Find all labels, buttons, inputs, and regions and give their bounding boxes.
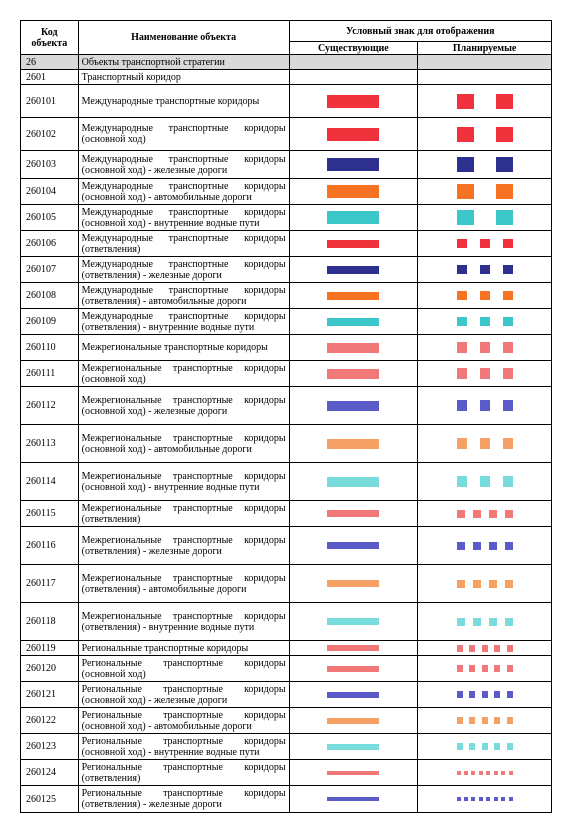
- dash-segment: [489, 542, 497, 550]
- existing-line-symbol: [327, 477, 379, 487]
- planned-symbol-cell: [418, 682, 552, 708]
- planned-dashed-symbol: [457, 580, 513, 588]
- dash-segment: [489, 510, 497, 518]
- table-row: [21, 231, 552, 257]
- planned-dashed-symbol: [457, 510, 513, 518]
- object-code: 2601: [21, 70, 79, 85]
- existing-symbol-cell: [289, 656, 418, 682]
- dash-segment: [457, 645, 463, 652]
- existing-line-symbol: [327, 158, 379, 171]
- existing-symbol-cell: [289, 231, 418, 257]
- planned-dashed-symbol: [457, 94, 513, 109]
- header-existing: Существующие: [289, 42, 418, 55]
- existing-symbol-cell: [289, 708, 418, 734]
- existing-symbol-cell: [289, 85, 418, 118]
- dash-segment: [457, 743, 463, 750]
- object-code: 260121: [21, 682, 79, 708]
- dash-segment: [482, 717, 488, 724]
- existing-symbol-cell: [289, 257, 418, 283]
- dash-segment: [457, 691, 463, 698]
- object-code: 260117: [21, 565, 79, 603]
- object-code: 260107: [21, 257, 79, 283]
- existing-line-symbol: [327, 771, 379, 775]
- existing-line-symbol: [327, 797, 379, 801]
- dash-segment: [480, 476, 490, 487]
- table-row: [21, 603, 552, 641]
- planned-symbol-cell: [418, 151, 552, 179]
- dash-segment: [496, 184, 513, 199]
- dash-segment: [469, 691, 475, 698]
- dash-segment: [471, 771, 475, 775]
- dash-segment: [507, 665, 513, 672]
- object-name: Межрегиональные транспортные коридоры (основной ход) - внутренние водные пути: [78, 463, 289, 501]
- existing-line-symbol: [327, 128, 379, 141]
- table-row: [21, 179, 552, 205]
- dash-segment: [507, 645, 513, 652]
- object-code: 260104: [21, 179, 79, 205]
- dash-segment: [457, 510, 465, 518]
- existing-symbol-cell: [289, 641, 418, 656]
- existing-symbol-cell: [289, 682, 418, 708]
- dash-segment: [496, 127, 513, 142]
- table-row: [21, 309, 552, 335]
- dash-segment: [503, 265, 513, 274]
- existing-line-symbol: [327, 618, 379, 625]
- planned-symbol-cell: [418, 734, 552, 760]
- planned-dashed-symbol: [457, 184, 513, 199]
- object-name: Региональные транспортные коридоры (основной ход) - железные дороги: [78, 682, 289, 708]
- object-code: 260116: [21, 527, 79, 565]
- object-name: Международные транспортные коридоры (ответвления) - железные дороги: [78, 257, 289, 283]
- dash-segment: [494, 771, 498, 775]
- dash-segment: [486, 797, 490, 801]
- planned-dashed-symbol: [457, 542, 513, 550]
- dash-segment: [457, 771, 461, 775]
- existing-symbol-cell: [289, 425, 418, 463]
- object-name: Межрегиональные транспортные коридоры (ответвления) - железные дороги: [78, 527, 289, 565]
- planned-symbol-cell: [418, 283, 552, 309]
- existing-line-symbol: [327, 318, 379, 326]
- dash-segment: [457, 184, 474, 199]
- object-name: Межрегиональные транспортные коридоры (основной ход): [78, 361, 289, 387]
- planned-dashed-symbol: [457, 771, 513, 775]
- object-code: 260115: [21, 501, 79, 527]
- dash-segment: [464, 797, 468, 801]
- existing-line-symbol: [327, 542, 379, 549]
- existing-symbol-cell: [289, 387, 418, 425]
- dash-segment: [457, 438, 467, 449]
- existing-line-symbol: [327, 95, 379, 108]
- dash-segment: [482, 665, 488, 672]
- object-code: 260110: [21, 335, 79, 361]
- planned-dashed-symbol: [457, 342, 513, 353]
- object-name: Международные транспортные коридоры: [78, 85, 289, 118]
- dash-segment: [457, 580, 465, 588]
- table-row: [21, 205, 552, 231]
- planned-symbol-cell: [418, 463, 552, 501]
- object-code: 260101: [21, 85, 79, 118]
- table-row: [21, 565, 552, 603]
- planned-symbol-cell: [418, 760, 552, 786]
- planned-symbol-cell: [418, 361, 552, 387]
- object-name: Межрегиональные транспортные коридоры (ответвления) - автомобильные дороги: [78, 565, 289, 603]
- planned-symbol-cell: [418, 55, 552, 70]
- planned-dashed-symbol: [457, 157, 513, 172]
- object-code: 260122: [21, 708, 79, 734]
- dash-segment: [473, 618, 481, 626]
- table-row: [21, 283, 552, 309]
- object-name: Межрегиональные транспортные коридоры: [78, 335, 289, 361]
- object-name: Международные транспортные коридоры (основной ход): [78, 118, 289, 151]
- existing-line-symbol: [327, 718, 379, 724]
- object-name: Региональные транспортные коридоры (основной ход): [78, 656, 289, 682]
- table-row: [21, 786, 552, 813]
- existing-line-symbol: [327, 185, 379, 198]
- existing-line-symbol: [327, 240, 379, 248]
- planned-symbol-cell: [418, 425, 552, 463]
- dash-segment: [501, 771, 505, 775]
- dash-segment: [457, 291, 467, 300]
- existing-line-symbol: [327, 580, 379, 587]
- object-name: Объекты транспортной стратегии: [78, 55, 289, 70]
- existing-symbol-cell: [289, 786, 418, 813]
- dash-segment: [503, 438, 513, 449]
- table-row: [21, 463, 552, 501]
- object-name: Международные транспортные коридоры (основной ход) - автомобильные дороги: [78, 179, 289, 205]
- object-name: Международные транспортные коридоры (ответвления): [78, 231, 289, 257]
- planned-symbol-cell: [418, 70, 552, 85]
- header-planned: Планируемые: [418, 42, 552, 55]
- object-code: 260105: [21, 205, 79, 231]
- object-code: 260125: [21, 786, 79, 813]
- dash-segment: [496, 157, 513, 172]
- dash-segment: [457, 368, 467, 379]
- object-code: 260113: [21, 425, 79, 463]
- planned-dashed-symbol: [457, 665, 513, 672]
- dash-segment: [480, 265, 490, 274]
- table-row: [21, 118, 552, 151]
- object-code: 26: [21, 55, 79, 70]
- table-row: [21, 734, 552, 760]
- object-code: 260124: [21, 760, 79, 786]
- table-row: [21, 708, 552, 734]
- dash-segment: [480, 438, 490, 449]
- table-row: [21, 641, 552, 656]
- planned-dashed-symbol: [457, 743, 513, 750]
- dash-segment: [457, 239, 467, 248]
- dash-segment: [464, 771, 468, 775]
- planned-symbol-cell: [418, 179, 552, 205]
- table-row: [21, 361, 552, 387]
- dash-segment: [469, 717, 475, 724]
- dash-segment: [471, 797, 475, 801]
- table-row: [21, 527, 552, 565]
- existing-line-symbol: [327, 369, 379, 379]
- dash-segment: [503, 400, 513, 411]
- planned-symbol-cell: [418, 603, 552, 641]
- dash-segment: [503, 239, 513, 248]
- planned-symbol-cell: [418, 257, 552, 283]
- object-name: Региональные транспортные коридоры (основной ход) - внутренние водные пути: [78, 734, 289, 760]
- planned-dashed-symbol: [457, 291, 513, 300]
- dash-segment: [457, 157, 474, 172]
- dash-segment: [473, 510, 481, 518]
- dash-segment: [480, 400, 490, 411]
- legend-rows: [21, 55, 552, 813]
- dash-segment: [507, 717, 513, 724]
- existing-line-symbol: [327, 744, 379, 750]
- existing-symbol-cell: [289, 205, 418, 231]
- dash-segment: [473, 542, 481, 550]
- existing-symbol-cell: [289, 179, 418, 205]
- dash-segment: [489, 618, 497, 626]
- existing-line-symbol: [327, 645, 379, 651]
- dash-segment: [480, 368, 490, 379]
- dash-segment: [480, 317, 490, 326]
- planned-symbol-cell: [418, 231, 552, 257]
- object-name: Межрегиональные транспортные коридоры (ответвления): [78, 501, 289, 527]
- planned-symbol-cell: [418, 565, 552, 603]
- legend-table: [20, 20, 552, 813]
- planned-symbol-cell: [418, 656, 552, 682]
- planned-dashed-symbol: [457, 618, 513, 626]
- dash-segment: [505, 618, 513, 626]
- object-name: Межрегиональные транспортные коридоры (основной ход) - автомобильные дороги: [78, 425, 289, 463]
- table-row: [21, 387, 552, 425]
- existing-line-symbol: [327, 266, 379, 274]
- dash-segment: [457, 618, 465, 626]
- dash-segment: [501, 797, 505, 801]
- planned-symbol-cell: [418, 335, 552, 361]
- existing-line-symbol: [327, 401, 379, 411]
- object-code: 260109: [21, 309, 79, 335]
- dash-segment: [503, 342, 513, 353]
- table-row: [21, 501, 552, 527]
- dash-segment: [482, 645, 488, 652]
- dash-segment: [507, 691, 513, 698]
- existing-symbol-cell: [289, 335, 418, 361]
- object-code: 260112: [21, 387, 79, 425]
- dash-segment: [505, 510, 513, 518]
- planned-dashed-symbol: [457, 127, 513, 142]
- table-row: [21, 257, 552, 283]
- existing-line-symbol: [327, 439, 379, 449]
- planned-symbol-cell: [418, 501, 552, 527]
- object-code: 260108: [21, 283, 79, 309]
- existing-symbol-cell: [289, 734, 418, 760]
- object-code: 260120: [21, 656, 79, 682]
- planned-dashed-symbol: [457, 400, 513, 411]
- existing-symbol-cell: [289, 603, 418, 641]
- existing-line-symbol: [327, 692, 379, 698]
- object-code: 260123: [21, 734, 79, 760]
- dash-segment: [469, 743, 475, 750]
- existing-line-symbol: [327, 666, 379, 672]
- header-code: Код объекта: [21, 21, 79, 55]
- dash-segment: [469, 665, 475, 672]
- object-name: Региональные транспортные коридоры (ответвления) - железные дороги: [78, 786, 289, 813]
- object-name: Международные транспортные коридоры (ответвления) - автомобильные дороги: [78, 283, 289, 309]
- planned-symbol-cell: [418, 118, 552, 151]
- planned-dashed-symbol: [457, 645, 513, 652]
- table-row: [21, 55, 552, 70]
- dash-segment: [494, 797, 498, 801]
- dash-segment: [457, 210, 474, 225]
- planned-symbol-cell: [418, 527, 552, 565]
- existing-symbol-cell: [289, 55, 418, 70]
- table-row: [21, 151, 552, 179]
- existing-symbol-cell: [289, 501, 418, 527]
- planned-symbol-cell: [418, 708, 552, 734]
- dash-segment: [469, 645, 475, 652]
- object-name: Межрегиональные транспортные коридоры (основной ход) - железные дороги: [78, 387, 289, 425]
- table-row: [21, 656, 552, 682]
- dash-segment: [503, 291, 513, 300]
- table-row: [21, 335, 552, 361]
- dash-segment: [482, 743, 488, 750]
- table-row: [21, 85, 552, 118]
- object-code: 260119: [21, 641, 79, 656]
- existing-line-symbol: [327, 510, 379, 517]
- dash-segment: [503, 476, 513, 487]
- dash-segment: [457, 797, 461, 801]
- dash-segment: [457, 94, 474, 109]
- dash-segment: [480, 342, 490, 353]
- planned-dashed-symbol: [457, 797, 513, 801]
- dash-segment: [457, 317, 467, 326]
- dash-segment: [494, 691, 500, 698]
- object-name: Международные транспортные коридоры (основной ход) - внутренние водные пути: [78, 205, 289, 231]
- object-code: 260111: [21, 361, 79, 387]
- dash-segment: [507, 743, 513, 750]
- existing-line-symbol: [327, 343, 379, 353]
- planned-dashed-symbol: [457, 317, 513, 326]
- dash-segment: [509, 771, 513, 775]
- planned-symbol-cell: [418, 387, 552, 425]
- existing-symbol-cell: [289, 463, 418, 501]
- dash-segment: [457, 342, 467, 353]
- existing-symbol-cell: [289, 361, 418, 387]
- existing-symbol-cell: [289, 283, 418, 309]
- dash-segment: [457, 542, 465, 550]
- table-row: [21, 425, 552, 463]
- existing-symbol-cell: [289, 565, 418, 603]
- dash-segment: [509, 797, 513, 801]
- dash-segment: [457, 400, 467, 411]
- object-code: 260114: [21, 463, 79, 501]
- object-name: Межрегиональные транспортные коридоры (ответвления) - внутренние водные пути: [78, 603, 289, 641]
- object-name: Транспортный коридор: [78, 70, 289, 85]
- planned-symbol-cell: [418, 641, 552, 656]
- object-name: Региональные транспортные коридоры (ответвления): [78, 760, 289, 786]
- planned-dashed-symbol: [457, 691, 513, 698]
- planned-dashed-symbol: [457, 717, 513, 724]
- existing-symbol-cell: [289, 151, 418, 179]
- dash-segment: [457, 665, 463, 672]
- planned-dashed-symbol: [457, 239, 513, 248]
- planned-dashed-symbol: [457, 210, 513, 225]
- header-name: Наименование объекта: [78, 21, 289, 55]
- object-code: 260102: [21, 118, 79, 151]
- planned-dashed-symbol: [457, 368, 513, 379]
- dash-segment: [457, 717, 463, 724]
- object-name: Международные транспортные коридоры (основной ход) - железные дороги: [78, 151, 289, 179]
- table-row: [21, 682, 552, 708]
- dash-segment: [496, 94, 513, 109]
- header-symbol: Условный знак для отображения: [289, 21, 551, 42]
- existing-line-symbol: [327, 211, 379, 224]
- object-code: 260118: [21, 603, 79, 641]
- planned-symbol-cell: [418, 786, 552, 813]
- object-name: Международные транспортные коридоры (ответвления) - внутренние водные пути: [78, 309, 289, 335]
- dash-segment: [486, 771, 490, 775]
- dash-segment: [503, 317, 513, 326]
- dash-segment: [494, 743, 500, 750]
- planned-symbol-cell: [418, 309, 552, 335]
- dash-segment: [457, 476, 467, 487]
- dash-segment: [494, 717, 500, 724]
- dash-segment: [494, 665, 500, 672]
- planned-symbol-cell: [418, 85, 552, 118]
- existing-symbol-cell: [289, 527, 418, 565]
- object-code: 260106: [21, 231, 79, 257]
- dash-segment: [480, 239, 490, 248]
- dash-segment: [479, 797, 483, 801]
- dash-segment: [480, 291, 490, 300]
- table-row: [21, 760, 552, 786]
- dash-segment: [505, 542, 513, 550]
- dash-segment: [494, 645, 500, 652]
- dash-segment: [503, 368, 513, 379]
- object-code: 260103: [21, 151, 79, 179]
- dash-segment: [479, 771, 483, 775]
- dash-segment: [482, 691, 488, 698]
- existing-line-symbol: [327, 292, 379, 300]
- planned-symbol-cell: [418, 205, 552, 231]
- planned-dashed-symbol: [457, 476, 513, 487]
- planned-dashed-symbol: [457, 265, 513, 274]
- existing-symbol-cell: [289, 118, 418, 151]
- dash-segment: [473, 580, 481, 588]
- planned-dashed-symbol: [457, 438, 513, 449]
- dash-segment: [496, 210, 513, 225]
- existing-symbol-cell: [289, 70, 418, 85]
- object-name: Региональные транспортные коридоры (основной ход) - автомобильные дороги: [78, 708, 289, 734]
- object-name: Региональные транспортные коридоры: [78, 641, 289, 656]
- dash-segment: [489, 580, 497, 588]
- dash-segment: [457, 265, 467, 274]
- dash-segment: [457, 127, 474, 142]
- table-row: [21, 70, 552, 85]
- existing-symbol-cell: [289, 309, 418, 335]
- existing-symbol-cell: [289, 760, 418, 786]
- dash-segment: [505, 580, 513, 588]
